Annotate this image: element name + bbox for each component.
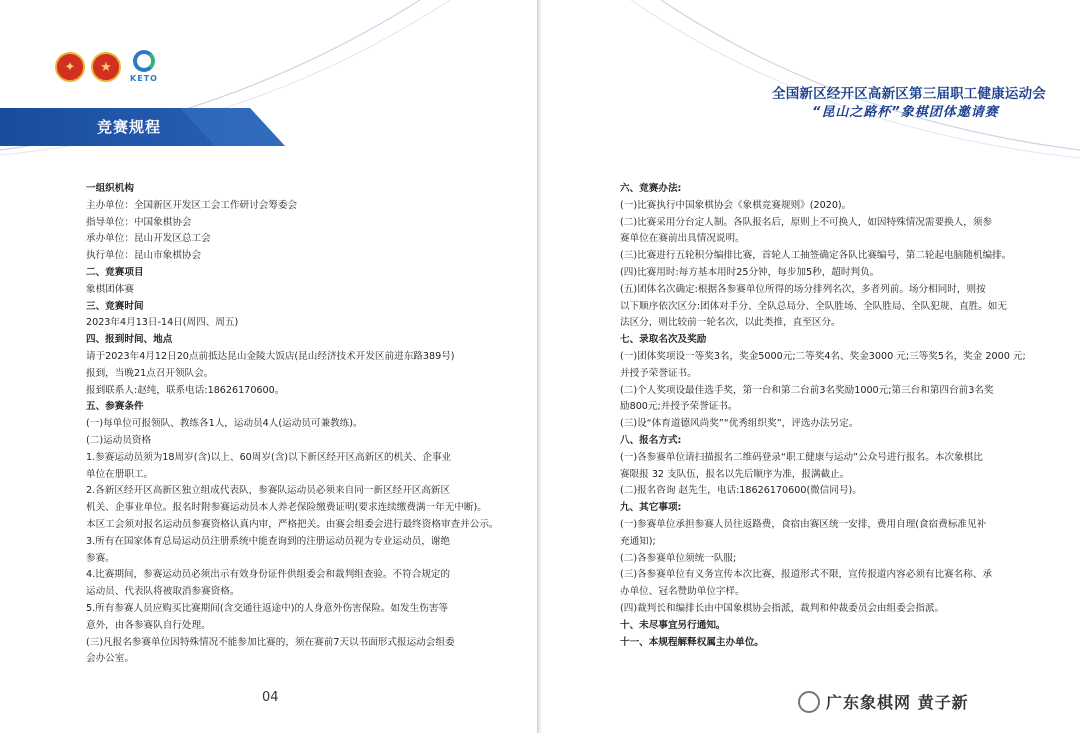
body-line: 3.所有在国家体育总局运动员注册系统中能查询到的注册运动员视为专业运动员，谢绝 xyxy=(86,535,451,547)
wechat-icon xyxy=(798,691,820,713)
section-heading: 九、其它事项: xyxy=(620,502,682,514)
left-page xyxy=(0,0,539,733)
body-line: 请于2023年4月12日20点前抵达昆山金陵大饭店(昆山经济技术开发区前进东路389号) xyxy=(86,350,455,362)
body-line: 以下顺序依次区分:团体对手分、全队总局分、全队胜场、全队胜局、全队犯规、直胜。如无 xyxy=(620,300,1007,312)
keto-logo-icon xyxy=(127,50,161,84)
body-line: 2023年4月13日-14日(周四、周五) xyxy=(86,317,239,329)
body-line: 并授予荣誉证书。 xyxy=(620,367,697,379)
event-subtitle: “昆山之路杯”象棋团体邀请赛 xyxy=(812,105,999,120)
body-line: (一)比赛执行中国象棋协会《象棋竞赛规则》(2020)。 xyxy=(620,199,852,211)
body-line: 报到联系人:赵纯，联系电话:18626170600。 xyxy=(86,384,285,396)
body-line: (四)比赛用时:每方基本用时25分钟，每步加5秒，超时判负。 xyxy=(620,266,880,278)
body-line: 意外，由各参赛队自行处理。 xyxy=(86,619,211,631)
watermark xyxy=(798,690,969,713)
body-line: 办单位、冠名赞助单位字样。 xyxy=(620,586,745,598)
section-heading: 三、竞赛时间 xyxy=(86,300,144,312)
body-line: (三)比赛进行五轮积分编排比赛，首轮人工抽签确定各队比赛编号，第二轮起电脑随机编排。 xyxy=(620,250,1012,262)
body-line: (一)参赛单位承担参赛人员往返路费，食宿由赛区统一安排，费用自理(食宿费标准见补 xyxy=(620,518,987,530)
section-heading: 八、报名方式: xyxy=(620,434,682,446)
body-line: (二)各参赛单位须统一队服; xyxy=(620,552,737,564)
body-line: 参赛。 xyxy=(86,552,115,564)
body-line: 本区工会须对报名运动员参赛资格认真内审，严格把关。由赛会组委会进行最终资格审查并公示。 xyxy=(86,518,499,530)
body-line: 充通知); xyxy=(620,535,656,547)
left-page-body xyxy=(86,181,499,668)
body-line: 主办单位：全国新区开发区工会工作研讨会筹委会 xyxy=(86,199,298,211)
body-line: (一)每单位可报领队、教练各1人，运动员4人(运动员可兼教练)。 xyxy=(86,418,363,430)
body-line: (四)裁判长和编排长由中国象棋协会指派，裁判和仲裁委员会由组委会指派。 xyxy=(620,602,945,614)
body-line: 励800元;并授予荣誉证书。 xyxy=(620,401,738,413)
page-number: 04 xyxy=(262,690,279,705)
body-line: (一)各参赛单位请扫描报名二维码登录“职工健康与运动”公众号进行报名。本次象棋比 xyxy=(620,451,983,463)
section-heading: 一组织机构 xyxy=(86,183,134,194)
flag-emblem-icon: ★ xyxy=(91,52,121,82)
section-heading: 七、录取名次及奖励 xyxy=(620,334,707,346)
body-line: 4.比赛期间，参赛运动员必须出示有效身份证件供组委会和裁判组查验。不符合规定的 xyxy=(86,569,451,581)
section-heading: 四、报到时间、地点 xyxy=(86,334,173,346)
body-line: (二)报名咨询 赵先生，电话:18626170600(微信同号)。 xyxy=(620,485,862,497)
body-line: (三)设“体育道德风尚奖”“优秀组织奖”，评选办法另定。 xyxy=(620,418,859,430)
union-emblem-icon: ✦ xyxy=(55,52,85,82)
body-line: 赛单位在赛前出具情况说明。 xyxy=(620,233,745,245)
body-line: 机关、企事业单位。报名时附参赛运动员本人养老保险缴费证明(要求连续缴费满一年无中断)。 xyxy=(86,502,487,514)
body-line: 承办单位：昆山开发区总工会 xyxy=(86,233,211,245)
body-line: (一)团体奖项设一等奖3名，奖金5000元;二等奖4名、奖金3000 元;三等奖5名，奖金 2000 元; xyxy=(620,350,1026,362)
event-title: 全国新区经开区高新区第三届职工健康运动会 xyxy=(772,86,1046,102)
body-line: 会办公室。 xyxy=(86,653,134,665)
body-line: 赛限报 32 支队伍，报名以先后顺序为准，报满截止。 xyxy=(620,468,850,480)
body-line: 指导单位：中国象棋协会 xyxy=(86,216,192,228)
section-heading: 十一、本规程解释权属主办单位。 xyxy=(620,636,764,648)
section-heading: 五、参赛条件 xyxy=(86,401,144,413)
body-line: (二)比赛采用分台定人制。各队报名后，原则上不可换人，如因特殊情况需要换人，须参 xyxy=(620,216,993,228)
body-line: 单位在册职工。 xyxy=(86,468,154,480)
body-line: 5.所有参赛人员应购买比赛期间(含交通往返途中)的人身意外伤害保险。如发生伤害等 xyxy=(86,602,449,614)
right-page-body xyxy=(620,181,1050,651)
body-line: 象棋团体赛 xyxy=(86,283,134,295)
body-line: (五)团体名次确定:根据各参赛单位所得的场分排列名次，多者列前。场分相同时，则按 xyxy=(620,283,986,295)
body-line: (三)各参赛单位有义务宣传本次比赛，报道形式不限，宣传报道内容必须有比赛名称、承 xyxy=(620,569,993,581)
logo-group xyxy=(55,50,161,84)
body-line: (三)凡报名参赛单位因特殊情况不能参加比赛的，须在赛前7天以书面形式报运动会组委 xyxy=(86,636,455,648)
body-line: 报到，当晚21点召开领队会。 xyxy=(86,367,214,379)
body-line: (二)运动员资格 xyxy=(86,434,152,446)
section-heading: 二、竞赛项目 xyxy=(86,266,144,278)
body-line: 1.参赛运动员须为18周岁(含)以上、60周岁(含)以下新区经开区高新区的机关、企事业 xyxy=(86,451,452,463)
body-line: 2.各新区经开区高新区独立组成代表队，参赛队运动员必须来自同一新区经开区高新区 xyxy=(86,485,451,497)
body-line: 法区分，则比较前一轮名次，以此类推，直至区分。 xyxy=(620,317,841,329)
keto-logo-text: KETO xyxy=(130,74,158,83)
body-line: 执行单位：昆山市象棋协会 xyxy=(86,250,202,262)
section-banner-title: 竞赛规程 xyxy=(97,118,162,136)
section-heading: 六、竞赛办法: xyxy=(620,183,682,194)
body-line: (二)个人奖项设最佳选手奖，第一台和第二台前3名奖励1000元;第三台和第四台前3名奖 xyxy=(620,384,994,396)
section-heading: 十、未尽事宜另行通知。 xyxy=(620,619,726,631)
watermark-text: 广东象棋网 黄子新 xyxy=(826,693,969,712)
body-line: 运动员、代表队将被取消参赛资格。 xyxy=(86,586,240,598)
